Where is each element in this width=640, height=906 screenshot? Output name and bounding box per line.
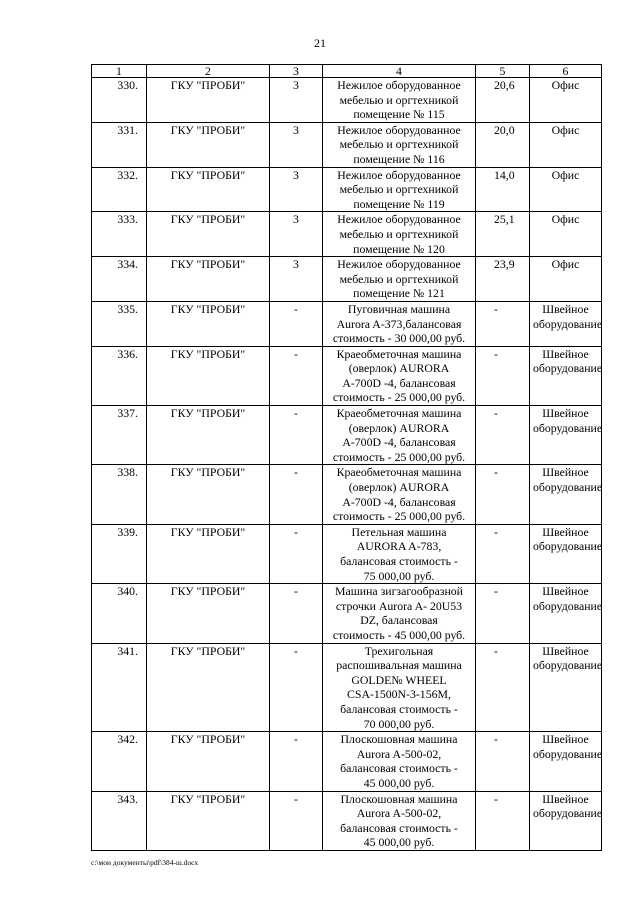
purpose-cell bbox=[530, 406, 602, 465]
description-cell bbox=[323, 406, 476, 465]
description-cell bbox=[323, 465, 476, 524]
row-number-cell: 336. bbox=[92, 346, 147, 405]
description-cell bbox=[323, 301, 476, 346]
purpose-cell-line: оборудование bbox=[533, 598, 603, 613]
purpose-cell bbox=[530, 584, 602, 643]
description-cell bbox=[323, 791, 476, 850]
description-cell-line: 45 000,00 руб. bbox=[363, 835, 435, 850]
area-cell: - bbox=[476, 301, 530, 346]
purpose-cell bbox=[530, 791, 602, 850]
row-number-cell: 334. bbox=[92, 257, 147, 302]
organization-cell: ГКУ "ПРОБИ" bbox=[147, 257, 270, 302]
floor-cell: 3 bbox=[270, 78, 323, 123]
description-cell-line: (оверлок) AURORA bbox=[348, 480, 450, 495]
floor-cell: 3 bbox=[270, 167, 323, 212]
description-cell-line: A-700D -4, балансовая bbox=[342, 435, 456, 450]
file-path-footer: c:\мои документы\pdf\384-ш.docx bbox=[91, 858, 199, 867]
purpose-cell bbox=[530, 212, 602, 257]
purpose-cell-line: Швейное bbox=[542, 524, 589, 539]
description-cell-line: помещение № 116 bbox=[353, 151, 445, 166]
description-cell-line: стоимость - 45 000,00 руб. bbox=[332, 627, 466, 642]
table-row bbox=[92, 406, 602, 465]
purpose-cell-line: Швейное bbox=[542, 584, 589, 599]
description-cell-line: стоимость - 25 000,00 руб. bbox=[332, 390, 466, 405]
row-number-cell: 340. bbox=[92, 584, 147, 643]
description-cell-line: A-700D -4, балансовая bbox=[342, 375, 456, 390]
description-cell-line: мебелью и оргтехникой bbox=[339, 226, 459, 241]
floor-cell: 3 bbox=[270, 257, 323, 302]
area-cell: - bbox=[476, 584, 530, 643]
row-number-cell: 338. bbox=[92, 465, 147, 524]
description-cell-line: Петельная машина bbox=[351, 524, 447, 539]
description-cell-line: мебелью и оргтехникой bbox=[339, 137, 459, 152]
row-number-cell: 331. bbox=[92, 122, 147, 167]
description-cell-line: помещение № 120 bbox=[353, 241, 445, 256]
column-header: 6 bbox=[530, 65, 602, 78]
purpose-cell-line: Офис bbox=[551, 167, 580, 182]
purpose-cell-line: оборудование bbox=[533, 361, 603, 376]
description-cell-line: Нежилое оборудованное bbox=[337, 78, 461, 92]
table-row bbox=[92, 167, 602, 212]
purpose-cell-line: Швейное bbox=[542, 301, 589, 316]
description-cell-line: помещение № 121 bbox=[353, 286, 445, 301]
purpose-cell-line: Швейное bbox=[542, 346, 589, 361]
organization-cell: ГКУ "ПРОБИ" bbox=[147, 78, 270, 123]
area-cell: - bbox=[476, 406, 530, 465]
purpose-cell bbox=[530, 122, 602, 167]
purpose-cell-line: оборудование bbox=[533, 746, 603, 761]
floor-cell: - bbox=[270, 791, 323, 850]
purpose-cell bbox=[530, 643, 602, 732]
area-cell: 25,1 bbox=[476, 212, 530, 257]
description-cell-line: (оверлок) AURORA bbox=[348, 361, 450, 376]
organization-cell: ГКУ "ПРОБИ" bbox=[147, 643, 270, 732]
description-cell-line: мебелью и оргтехникой bbox=[339, 271, 459, 286]
area-cell: 20,6 bbox=[476, 78, 530, 123]
column-header: 4 bbox=[323, 65, 476, 78]
purpose-cell bbox=[530, 732, 602, 791]
purpose-cell-line: оборудование bbox=[533, 539, 603, 554]
description-cell-line: Краеобметочная машина bbox=[336, 346, 462, 361]
table-row bbox=[92, 791, 602, 850]
purpose-cell-line: оборудование bbox=[533, 480, 603, 495]
description-cell-line: Aurora A-373,балансовая bbox=[336, 316, 462, 331]
column-header: 3 bbox=[270, 65, 323, 78]
description-cell bbox=[323, 643, 476, 732]
description-cell-line: балансовая стоимость - bbox=[340, 820, 458, 835]
description-cell-line: помещение № 119 bbox=[353, 196, 445, 211]
column-header: 1 bbox=[92, 65, 147, 78]
floor-cell: - bbox=[270, 643, 323, 732]
area-cell: - bbox=[476, 732, 530, 791]
description-cell-line: 70 000,00 руб. bbox=[363, 716, 435, 731]
property-table bbox=[91, 64, 602, 851]
description-cell-line: Нежилое оборудованное bbox=[337, 257, 461, 272]
table-row bbox=[92, 465, 602, 524]
description-cell bbox=[323, 524, 476, 583]
column-header: 2 bbox=[147, 65, 270, 78]
description-cell-line: Aurora A-500-02, bbox=[356, 746, 442, 761]
organization-cell: ГКУ "ПРОБИ" bbox=[147, 212, 270, 257]
area-cell: 14,0 bbox=[476, 167, 530, 212]
area-cell: - bbox=[476, 643, 530, 732]
description-cell-line: 45 000,00 руб. bbox=[363, 775, 435, 790]
description-cell-line: строчки Aurora A- 20U53 bbox=[335, 598, 463, 613]
purpose-cell-line: оборудование bbox=[533, 420, 603, 435]
purpose-cell-line: Офис bbox=[551, 257, 580, 272]
row-number-cell: 335. bbox=[92, 301, 147, 346]
description-cell-line: распошивальная машина bbox=[336, 658, 462, 673]
description-cell-line: A-700D -4, балансовая bbox=[342, 494, 456, 509]
description-cell bbox=[323, 122, 476, 167]
description-cell-line: (оверлок) AURORA bbox=[348, 420, 450, 435]
description-cell-line: Нежилое оборудованное bbox=[337, 212, 461, 227]
purpose-cell-line: Офис bbox=[551, 122, 580, 137]
area-cell: - bbox=[476, 346, 530, 405]
description-cell-line: Краеобметочная машина bbox=[336, 406, 462, 421]
description-cell-line: Трехигольная bbox=[364, 643, 434, 658]
row-number-cell: 330. bbox=[92, 78, 147, 123]
description-cell bbox=[323, 167, 476, 212]
organization-cell: ГКУ "ПРОБИ" bbox=[147, 584, 270, 643]
floor-cell: - bbox=[270, 406, 323, 465]
description-cell-line: 75 000,00 руб. bbox=[363, 568, 435, 583]
description-cell-line: Пуговичная машина bbox=[347, 301, 451, 316]
area-cell: - bbox=[476, 524, 530, 583]
purpose-cell bbox=[530, 524, 602, 583]
table-row bbox=[92, 584, 602, 643]
description-cell-line: Плоскошовная машина bbox=[340, 791, 458, 806]
organization-cell: ГКУ "ПРОБИ" bbox=[147, 524, 270, 583]
purpose-cell-line: Офис bbox=[551, 212, 580, 227]
description-cell-line: балансовая стоимость - bbox=[340, 701, 458, 716]
row-number-cell: 333. bbox=[92, 212, 147, 257]
description-cell-line: мебелью и оргтехникой bbox=[339, 182, 459, 197]
row-number-cell: 337. bbox=[92, 406, 147, 465]
purpose-cell bbox=[530, 465, 602, 524]
description-cell-line: CSA-1500N-3-156M, bbox=[347, 687, 451, 702]
description-cell-line: Краеобметочная машина bbox=[336, 465, 462, 480]
floor-cell: 3 bbox=[270, 212, 323, 257]
description-cell-line: Нежилое оборудованное bbox=[337, 122, 461, 137]
floor-cell: - bbox=[270, 465, 323, 524]
description-cell-line: балансовая стоимость - bbox=[340, 761, 458, 776]
purpose-cell-line: Швейное bbox=[542, 643, 589, 658]
table-row bbox=[92, 257, 602, 302]
column-header: 5 bbox=[476, 65, 530, 78]
description-cell-line: AURORA A-783, bbox=[356, 539, 442, 554]
description-cell bbox=[323, 346, 476, 405]
description-cell-line: GOLDE№ WHEEL bbox=[351, 672, 447, 687]
description-cell-line: помещение № 115 bbox=[353, 107, 445, 122]
organization-cell: ГКУ "ПРОБИ" bbox=[147, 167, 270, 212]
floor-cell: 3 bbox=[270, 122, 323, 167]
purpose-cell-line: Швейное bbox=[542, 465, 589, 480]
purpose-cell-line: Швейное bbox=[542, 732, 589, 747]
description-cell-line: стоимость - 25 000,00 руб. bbox=[332, 449, 466, 464]
floor-cell: - bbox=[270, 584, 323, 643]
table-row bbox=[92, 643, 602, 732]
floor-cell: - bbox=[270, 301, 323, 346]
table-row bbox=[92, 122, 602, 167]
floor-cell: - bbox=[270, 732, 323, 791]
description-cell bbox=[323, 212, 476, 257]
page-number: 21 bbox=[314, 36, 326, 50]
purpose-cell-line: Швейное bbox=[542, 406, 589, 421]
organization-cell: ГКУ "ПРОБИ" bbox=[147, 465, 270, 524]
organization-cell: ГКУ "ПРОБИ" bbox=[147, 346, 270, 405]
row-number-cell: 341. bbox=[92, 643, 147, 732]
area-cell: 20,0 bbox=[476, 122, 530, 167]
row-number-cell: 342. bbox=[92, 732, 147, 791]
purpose-cell bbox=[530, 167, 602, 212]
area-cell: - bbox=[476, 791, 530, 850]
organization-cell: ГКУ "ПРОБИ" bbox=[147, 122, 270, 167]
description-cell-line: стоимость - 30 000,00 руб. bbox=[332, 331, 466, 346]
table-header-row bbox=[92, 65, 602, 78]
organization-cell: ГКУ "ПРОБИ" bbox=[147, 791, 270, 850]
description-cell-line: Плоскошовная машина bbox=[340, 732, 458, 747]
description-cell bbox=[323, 257, 476, 302]
table-row bbox=[92, 301, 602, 346]
description-cell bbox=[323, 732, 476, 791]
floor-cell: - bbox=[270, 346, 323, 405]
description-cell-line: Машина зигзагообразной bbox=[335, 584, 463, 599]
organization-cell: ГКУ "ПРОБИ" bbox=[147, 406, 270, 465]
area-cell: - bbox=[476, 465, 530, 524]
table-row bbox=[92, 524, 602, 583]
organization-cell: ГКУ "ПРОБИ" bbox=[147, 732, 270, 791]
purpose-cell bbox=[530, 346, 602, 405]
purpose-cell-line: оборудование bbox=[533, 316, 603, 331]
description-cell-line: мебелью и оргтехникой bbox=[339, 92, 459, 107]
description-cell-line: Нежилое оборудованное bbox=[337, 167, 461, 182]
table-row bbox=[92, 732, 602, 791]
description-cell-line: Aurora A-500-02, bbox=[356, 806, 442, 821]
table-row bbox=[92, 212, 602, 257]
row-number-cell: 332. bbox=[92, 167, 147, 212]
table-row bbox=[92, 346, 602, 405]
area-cell: 23,9 bbox=[476, 257, 530, 302]
row-number-cell: 339. bbox=[92, 524, 147, 583]
purpose-cell bbox=[530, 301, 602, 346]
table-row bbox=[92, 78, 602, 123]
description-cell bbox=[323, 584, 476, 643]
purpose-cell-line: Швейное bbox=[542, 791, 589, 806]
description-cell-line: стоимость - 25 000,00 руб. bbox=[332, 509, 466, 524]
organization-cell: ГКУ "ПРОБИ" bbox=[147, 301, 270, 346]
description-cell-line: балансовая стоимость - bbox=[340, 554, 458, 568]
row-number-cell: 343. bbox=[92, 791, 147, 850]
floor-cell: - bbox=[270, 524, 323, 583]
purpose-cell-line: оборудование bbox=[533, 806, 603, 821]
purpose-cell-line: Офис bbox=[551, 78, 580, 92]
description-cell bbox=[323, 78, 476, 123]
description-cell-line: DZ, балансовая bbox=[360, 613, 438, 628]
purpose-cell bbox=[530, 257, 602, 302]
purpose-cell-line: оборудование bbox=[533, 658, 603, 673]
purpose-cell bbox=[530, 78, 602, 123]
